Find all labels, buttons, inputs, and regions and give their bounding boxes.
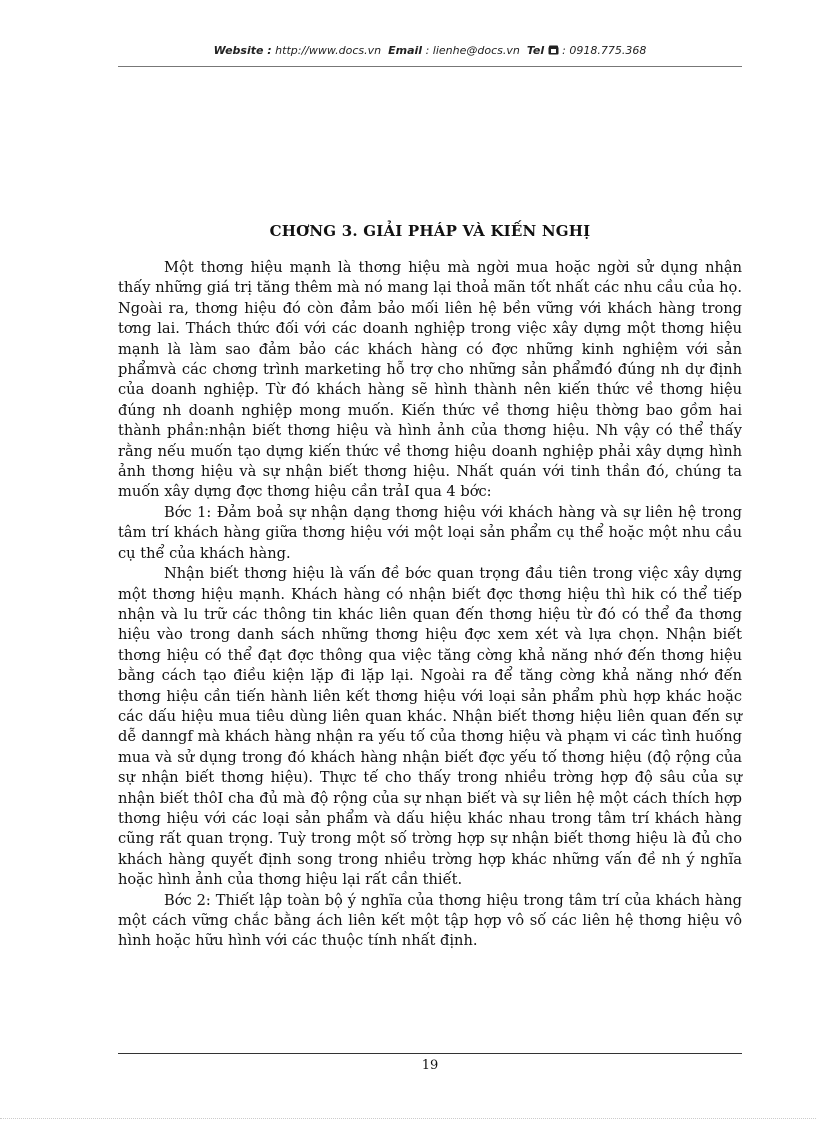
- tel-label: Tel: [526, 44, 545, 57]
- website-url[interactable]: http://www.docs.vn: [275, 44, 382, 57]
- paragraph: Nhận biết thơng hiệu là vấn đề bớc quan trọng đầu tiên trong việc xây dựng một thơng hiệu mạnh. Khách hàng có nhận biết đợc thơng hiệu thì hik có thể tiếp nhận và lu trữ các thông tin khác liên quan đến thơng hiệu từ đó có thể đa thơng hiệu vào trong danh sách những thơng hiệu đợc xem xét và lựa chọn. Nhận biết thơng hiệu có thể đạt đợc thông qua việc tăng cờng khả năng nhớ đến thơng hiệu bằng cách tạo điều kiện lặp đi lặp lại. Ngoài ra để tăng cờng khả năng nhớ đến thơng hiệu cần tiến hành liên kết thơng hiệu với loại sản phẩm phù hợp khác hoặc các dấu hiệu mua tiêu dùng liên quan khác. Nhận biết thơng hiệu liên quan đến sự dễ danngf mà khách hàng nhận ra yếu tố của thơng hiệu và phạm vi các tình huống mua và sử dụng trong đó khách hàng nhận biết đợc yếu tố thơng hiệu (độ rộng của sự nhận biết thơng hiệu). Thực tế cho thấy trong nhiều trờng hợp độ sâu của sự nhận biết thôI cha đủ mà độ rộng của sự nhạn biết và sự liên hệ một cách thích hợp thơng hiệu với các loại sản phẩm và dấu hiệu khác nhau trong tâm trí khách hàng cũng rất quan trọng. Tuỳ trong một số trờng hợp sự nhận biết thơng hiệu là đủ cho khách hàng quyết định song trong nhiều trờng hợp khác những vấn đề nh ý nghĩa hoặc hình ảnh của thơng hiệu lại rất cần thiết.: [118, 565, 742, 889]
- chapter-title: CHƠNG 3. GIẢI PHÁP VÀ KIẾN NGHỊ: [269, 222, 591, 240]
- page-number: 19: [421, 1058, 439, 1073]
- tel-value: : 0918.775.368: [562, 44, 647, 57]
- page-header: [110, 44, 750, 57]
- email-label: Email: [388, 44, 423, 57]
- email-value[interactable]: : lienhe@docs.vn: [425, 44, 520, 57]
- phone-icon: [548, 44, 559, 57]
- page-bottom-edge: [0, 1118, 816, 1119]
- paragraph: Bớc 2: Thiết lập toàn bộ ý nghĩa của thơng hiệu trong tâm trí của khách hàng một cách vững chắc bằng ách liên kết một tập hợp vô số các liên hệ thơng hiệu vô hình hoặc hữu hình với các thuộc tính nhất định.: [118, 891, 742, 950]
- paragraph: Bớc 1: Đảm boả sự nhận dạng thơng hiệu với khách hàng và sự liên hệ trong tâm trí khách hàng giữa thơng hiệu với một loại sản phẩm cụ thể hoặc một nhu cầu cụ thể của khách hàng.: [118, 503, 742, 562]
- body-text: [118, 258, 742, 952]
- header-divider: [118, 66, 742, 67]
- paragraph: Một thơng hiệu mạnh là thơng hiệu mà ngời mua hoặc ngời sử dụng nhận thấy những giá trị tăng thêm mà nó mang lại thoả mãn tốt nhất các nhu cầu của họ. Ngoài ra, thơng hiệu đó còn đảm bảo mối liên hệ bền vững với khách hàng trong tơng lai. Thách thức đối với các doanh nghiệp trong việc xây dựng một thơng hiệu mạnh là làm sao đảm bảo các khách hàng có đợc những kinh nghiệm với sản phẩmvà các chơng trình marketing hỗ trợ cho những sản phẩmđó đúng nh dự định của doanh nghiệp. Từ đó khách hàng sẽ hình thành nên kiến thức về thơng hiệu đúng nh doanh nghiệp mong muốn. Kiến thức về thơng hiệu thờng bao gồm hai thành phần:nhận biết thơng hiệu và hình ảnh của thơng hiệu. Nh vậy có thể thấy rằng nếu muốn tạo dựng kiến thức về thơng hiệu doanh nghiệp phải xây dựng hình ảnh thơng hiệu và sự nhận biết thơng hiệu. Nhất quán với tinh thần đó, chúng ta muốn xây dựng đợc thơng hiệu cần trảI qua 4 bớc:: [118, 259, 742, 501]
- website-label: Website :: [213, 44, 272, 57]
- footer-divider: [118, 1053, 742, 1054]
